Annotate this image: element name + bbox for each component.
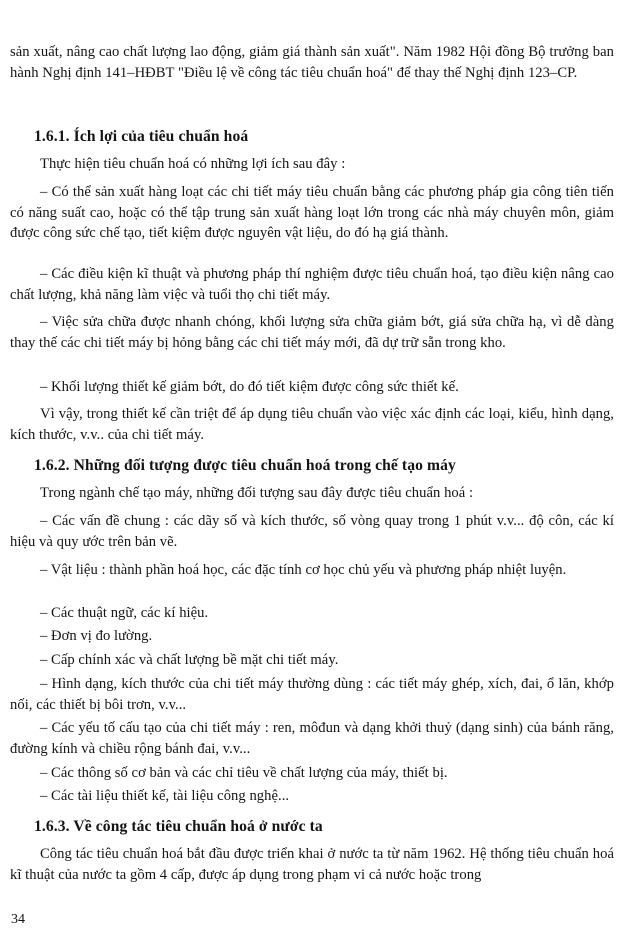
- bullet-paragraph: – Việc sửa chữa được nhanh chóng, khối lượng sửa chữa giảm bớt, giá sửa chữa hạ, vì dễ dàng thay thế các chi tiết máy bị hỏng bằng các chi tiết máy mới, đã dự trữ sẵn trong kho.: [10, 314, 614, 351]
- bullet-paragraph: – Các điều kiện kĩ thuật và phương pháp thí nghiệm được tiêu chuẩn hoá, tạo điều kiện nâng cao chất lượng, khả năng làm việc và tuổi thọ chi tiết máy.: [10, 266, 614, 303]
- bullet-paragraph: – Vật liệu : thành phần hoá học, các đặc tính cơ học chủ yếu và phương pháp nhiệt luyện.: [40, 562, 567, 578]
- bullet-paragraph: – Có thể sản xuất hàng loạt các chi tiết máy tiêu chuẩn bằng các phương pháp gia công tiên tiến có năng suất cao, hoặc có thể tập trung sản xuất hàng loạt lớn trong các nhà máy chuyên môn, giảm được công sức chế tạo, tiết kiệm được nguyên vật liệu, do đó hạ giá thành.: [10, 184, 614, 241]
- bullet-paragraph: – Các tài liệu thiết kế, tài liệu công nghệ...: [40, 788, 290, 804]
- bullet-paragraph: – Khối lượng thiết kế giảm bớt, do đó tiết kiệm được công sức thiết kế.: [40, 379, 459, 395]
- intro-paragraph: sản xuất, nâng cao chất lượng lao động, giảm giá thành sản xuất". Năm 1982 Hội đồng Bộ trưởng ban hành Nghị định 141–HĐBT "Điều lệ về công tác tiêu chuẩn hoá" để thay thế Nghị định 123–CP.: [10, 44, 614, 81]
- paragraph: Công tác tiêu chuẩn hoá bắt đầu được triển khai ở nước ta từ năm 1962. Hệ thống tiêu chuẩn hoá kĩ thuật của nước ta gồm 4 cấp, được áp dụng trong phạm vi cả nước hoặc trong: [10, 846, 614, 883]
- bullet-paragraph: – Cấp chính xác và chất lượng bề mặt chi tiết máy.: [40, 652, 339, 668]
- paragraph: Vì vậy, trong thiết kế cần triệt để áp dụng tiêu chuẩn vào việc xác định các loại, kiểu, hình dạng, kích thước, v.v.. của chi tiết máy.: [10, 406, 614, 443]
- bullet-paragraph: – Hình dạng, kích thước của chi tiết máy thường dùng : các tiết máy ghép, xích, đai, ổ lăn, khớp nối, các thiết bị bôi trơn, v.v...: [10, 676, 614, 713]
- paragraph: Thực hiện tiêu chuẩn hoá có những lợi ích sau đây :: [40, 156, 346, 172]
- bullet-paragraph: – Các vấn đề chung : các dãy số và kích thước, số vòng quay trong 1 phút v.v... độ côn, các kí hiệu và quy ước trên bản vẽ.: [10, 513, 614, 550]
- section-heading-1-6-3: 1.6.3. Về công tác tiêu chuẩn hoá ở nước ta: [34, 818, 323, 835]
- bullet-paragraph: – Các thông số cơ bản và các chỉ tiêu về chất lượng của máy, thiết bị.: [40, 765, 448, 781]
- section-heading-1-6-1: 1.6.1. Ích lợi của tiêu chuẩn hoá: [34, 128, 249, 145]
- bullet-paragraph: – Đơn vị đo lường.: [40, 628, 153, 644]
- paragraph: Trong ngành chế tạo máy, những đối tượng sau đây được tiêu chuẩn hoá :: [40, 485, 474, 501]
- bullet-paragraph: – Các thuật ngữ, các kí hiệu.: [40, 605, 209, 621]
- section-heading-1-6-2: 1.6.2. Những đối tượng được tiêu chuẩn hoá trong chế tạo máy: [34, 457, 456, 474]
- page-number: 34: [11, 912, 25, 927]
- bullet-paragraph: – Các yếu tố cấu tạo của chi tiết máy : ren, môđun và dạng khởi thuỷ (dạng sinh) của bánh răng, đường kính và chiều rộng bánh đai, v.v...: [10, 720, 614, 757]
